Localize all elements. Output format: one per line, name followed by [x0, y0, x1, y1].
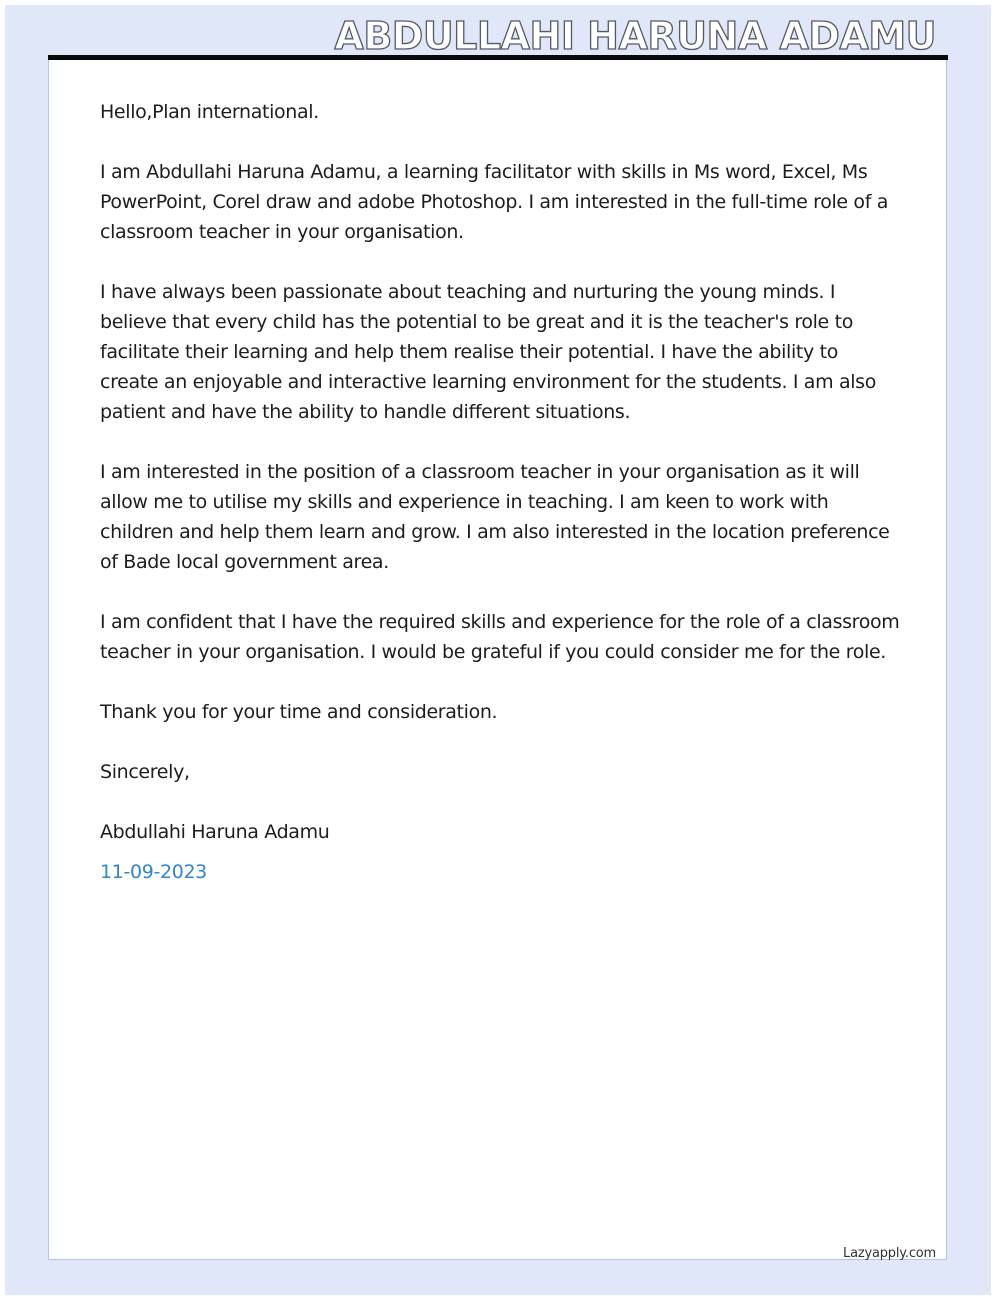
letter-greeting: Hello,Plan international.	[100, 101, 319, 123]
letter-paragraph-passion: I have always been passionate about teaching and nurturing the young minds. I believe that every child has the potential to be great and it is the teacher's role to facilitate their learning and help them realise their potential. I have the ability to create an enjoyable and interactive learning environment for the students. I am also patient and have the ability to handle different situations.	[100, 281, 876, 423]
letter-thanks: Thank you for your time and consideration.	[100, 701, 498, 723]
letter-paragraph-intro: I am Abdullahi Haruna Adamu, a learning facilitator with skills in Ms word, Excel, Ms PowerPoint, Corel draw and adobe Photoshop. I am interested in the full-time role of a classroom teacher in your organisation.	[100, 161, 889, 243]
footer-brand: Lazyapply.com	[843, 1246, 936, 1261]
letter-signature: Abdullahi Haruna Adamu	[100, 821, 330, 843]
letter-paragraph-interest: I am interested in the position of a classroom teacher in your organisation as it will allow me to utilise my skills and experience in teaching. I am keen to work with children and help them learn and grow. I am also interested in the location preference of Bade local government area.	[100, 461, 890, 573]
letter-paragraph-confidence: I am confident that I have the required skills and experience for the role of a classroom teacher in your organisation. I would be grateful if you could consider me for the role.	[100, 611, 900, 663]
letter-closing: Sincerely,	[100, 761, 190, 783]
applicant-name-header: ABDULLAHI HARUNA ADAMU	[334, 14, 936, 58]
letter-body	[100, 97, 900, 917]
letter-date: 11-09-2023	[100, 861, 207, 883]
